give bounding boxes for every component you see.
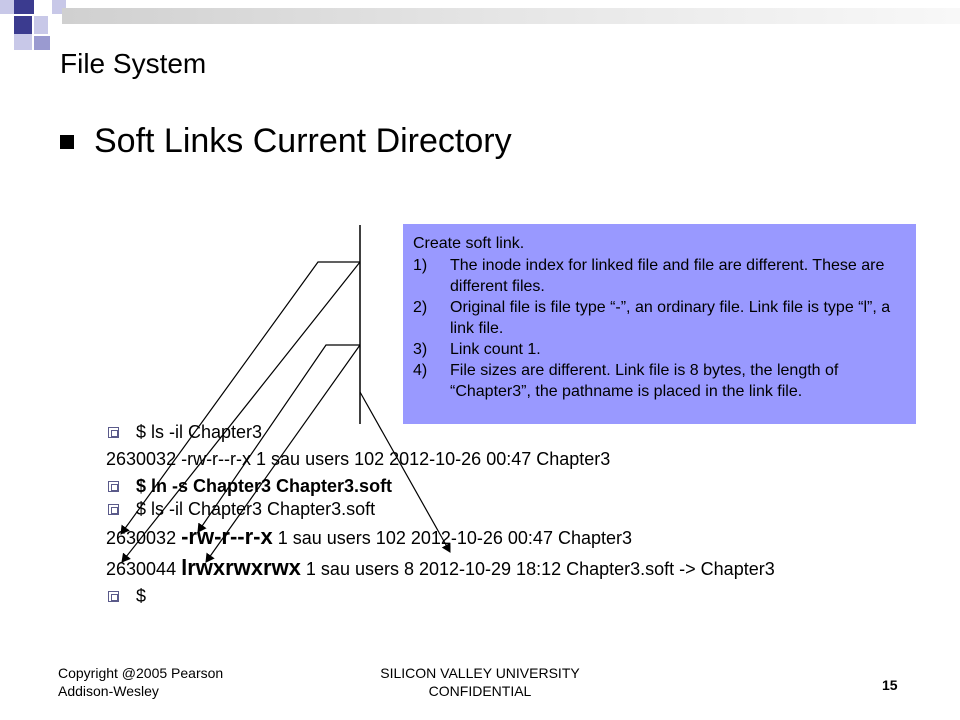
prompt-line: $: [136, 586, 147, 606]
type-arrow: [198, 345, 360, 532]
callout-item-number: 1): [413, 257, 428, 274]
copyright-line: Addison-Wesley: [58, 683, 159, 699]
command-line: $ ln -s Chapter3 Chapter3.soft: [136, 476, 393, 496]
callout-item-text: The inode index for linked file and file are different. These are different files.: [450, 257, 885, 295]
callout-item-number: 2): [413, 299, 428, 316]
footer-copyright: [58, 664, 223, 700]
inode-number: 2630044: [106, 559, 182, 579]
footer-center-line: SILICON VALLEY UNIVERSITY: [380, 665, 580, 681]
inode-arrow: [122, 262, 360, 562]
callout-item-text: Link count 1.: [450, 341, 541, 358]
callout-heading: Create soft link.: [413, 235, 525, 252]
command-line: $ ls -il Chapter3: [136, 422, 263, 442]
copyright-line: Copyright @2005 Pearson: [58, 665, 224, 681]
permission-string: lrwxrwxrwx: [181, 555, 301, 580]
permission-string: -rw-r--r-x: [181, 524, 273, 549]
callout-item-number: 3): [413, 341, 428, 358]
listing-details: 1 sau users 102 2012-10-26 00:47 Chapter3: [272, 528, 633, 548]
listing-details: 1 sau users 8 2012-10-29 18:12 Chapter3.soft -> Chapter3: [300, 559, 775, 579]
inode-number: 2630032: [106, 528, 182, 548]
inode-arrow: [121, 262, 360, 534]
type-arrow: [206, 345, 360, 562]
command-line: $ ls -il Chapter3 Chapter3.soft: [136, 499, 376, 519]
callout-item-number: 4): [413, 362, 428, 379]
callout-item-text: Original file is file type “-”, an ordinary file. Link file is type “l”, a link file.: [450, 299, 891, 337]
footer-confidential: [330, 664, 630, 700]
size-arrow: [360, 392, 450, 552]
callout-item-text: File sizes are different. Link file is 8 bytes, the length of “Chapter3”, the pathname is placed in the link file.: [450, 362, 839, 400]
footer-center-line: CONFIDENTIAL: [428, 683, 532, 699]
page-number: 15: [882, 677, 898, 693]
slide-title: File System: [60, 48, 207, 79]
output-line: 2630032 -rw-r--r-x 1 sau users 102 2012-10-26 00:47 Chapter3: [106, 449, 611, 469]
slide-subtitle: Soft Links Current Directory: [94, 122, 512, 160]
